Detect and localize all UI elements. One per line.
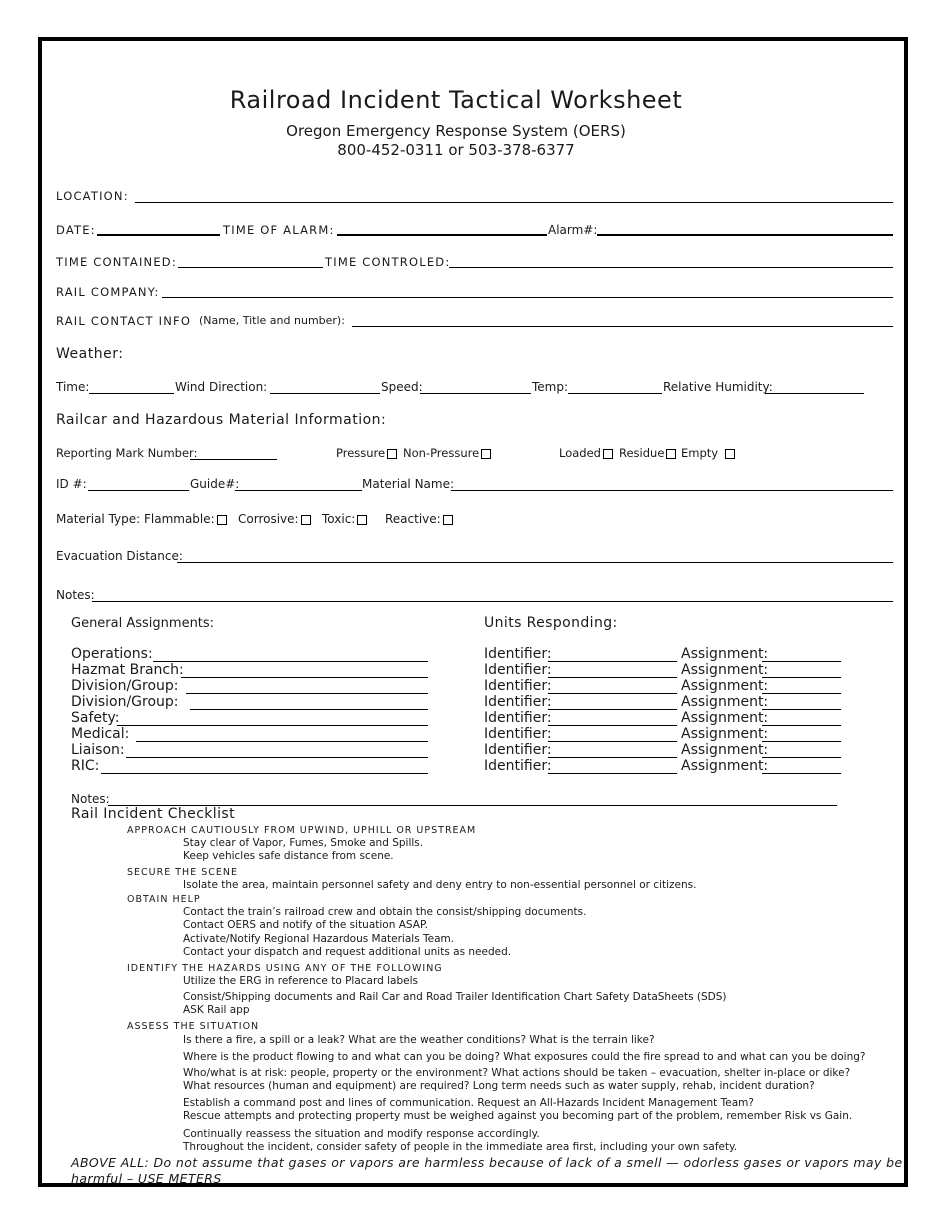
assignment-label: Division/Group: (71, 694, 179, 710)
humidity-label: Relative Humidity: (663, 380, 773, 394)
reporting-mark-field[interactable] (190, 459, 277, 460)
assignment-label: RIC: (71, 758, 100, 774)
page-title: Railroad Incident Tactical Worksheet (229, 86, 683, 114)
toxic-option[interactable] (322, 512, 367, 526)
toxic-label: Toxic: (322, 512, 356, 526)
unit-assignment-field[interactable] (762, 773, 841, 774)
alarm-number-label: Alarm#: (548, 223, 598, 237)
unit-assignment-field[interactable] (762, 677, 841, 678)
alarm-number-field[interactable] (597, 234, 893, 236)
phone-numbers: 800-452-0311 or 503-378-6377 (337, 141, 575, 159)
weather-heading: Weather: (56, 346, 124, 362)
unit-assignment-field[interactable] (762, 757, 841, 758)
evacuation-field[interactable] (177, 562, 893, 563)
identifier-field[interactable] (548, 757, 677, 758)
evacuation-label: Evacuation Distance: (56, 549, 183, 563)
temp-field[interactable] (568, 393, 662, 394)
assignment-label: Division/Group: (71, 678, 179, 694)
rail-company-label: RAIL COMPANY: (56, 285, 160, 299)
organization: Oregon Emergency Response System (OERS) (286, 122, 626, 140)
weather-time-field[interactable] (89, 393, 174, 394)
unit-assignment-field[interactable] (762, 709, 841, 710)
assignment-label: Hazmat Branch: (71, 662, 184, 678)
checklist-item: Isolate the area, maintain personnel safety and deny entry to non-essential personnel or citizens. (183, 879, 697, 891)
time-controled-field[interactable] (449, 267, 893, 268)
location-label: LOCATION: (56, 189, 129, 203)
non-pressure-option[interactable] (403, 446, 491, 460)
assignment-field[interactable] (101, 773, 428, 774)
reporting-mark-label: Reporting Mark Number: (56, 446, 198, 460)
identifier-label: Identifier: (484, 726, 552, 742)
checklist-heading: Rail Incident Checklist (71, 806, 235, 822)
unit-assignment-label: Assignment: (681, 694, 769, 710)
checklist-item: Activate/Notify Regional Hazardous Materials Team. (183, 933, 455, 945)
checklist-item: Contact the train’s railroad crew and obtain the consist/shipping documents. (183, 906, 587, 918)
checklist-item: Stay clear of Vapor, Fumes, Smoke and Spills. (183, 837, 424, 849)
checklist-section-heading: ASSESS THE SITUATION (127, 1021, 260, 1032)
flammable-checkbox[interactable] (217, 515, 227, 525)
general-assignments-heading: General Assignments: (71, 616, 215, 631)
time-of-alarm-field[interactable] (337, 234, 547, 236)
checklist-item: Where is the product flowing to and what can you be doing? What exposures could the fire spread to and what can you be doing? (183, 1051, 866, 1063)
assignment-label: Safety: (71, 710, 120, 726)
humidity-field[interactable] (765, 393, 864, 394)
loaded-label: Loaded (559, 446, 601, 460)
checklist-item: ASK Rail app (183, 1004, 250, 1016)
assignment-field[interactable] (126, 757, 428, 758)
checklist-item: Utilize the ERG in reference to Placard labels (183, 975, 418, 987)
rail-contact-note: (Name, Title and number): (199, 314, 345, 327)
material-name-label: Material Name: (362, 477, 455, 491)
checklist-item: Contact OERS and notify of the situation ASAP. (183, 919, 428, 931)
unit-assignment-label: Assignment: (681, 646, 769, 662)
unit-assignment-field[interactable] (762, 661, 841, 662)
warning-line-1: ABOVE ALL: Do not assume that gases or vapors are harmless because of lack of a smell — odorless gases or vapors may be (71, 1155, 903, 1170)
identifier-label: Identifier: (484, 694, 552, 710)
checklist-item: Throughout the incident, consider safety of people in the immediate area first, including your own safety. (183, 1141, 738, 1153)
residue-checkbox[interactable] (666, 449, 676, 459)
checklist-item: Establish a command post and lines of communication. Request an All-Hazards Incident Management Team? (183, 1097, 754, 1109)
id-field[interactable] (88, 490, 189, 491)
checklist-item: Is there a fire, a spill or a leak? What are the weather conditions? What is the terrain like? (183, 1034, 655, 1046)
page-border (38, 37, 908, 1187)
residue-label: Residue (619, 446, 665, 460)
time-contained-label: TIME CONTAINED: (56, 255, 177, 269)
identifier-field[interactable] (548, 709, 677, 710)
checklist-item: Consist/Shipping documents and Rail Car and Road Trailer Identification Chart Safety DataSheets (SDS) (183, 991, 727, 1003)
non-pressure-label: Non-Pressure (403, 446, 480, 460)
rail-contact-field[interactable] (352, 326, 893, 327)
material-name-field[interactable] (451, 490, 893, 491)
rail-contact-label: RAIL CONTACT INFO (56, 314, 192, 328)
reactive-label: Reactive: (385, 512, 441, 526)
checklist-item: Who/what is at risk: people, property or the environment? What actions should be taken – evacuation, shelter in-place or dike? (183, 1067, 851, 1079)
assignment-label: Medical: (71, 726, 130, 742)
speed-field[interactable] (420, 393, 531, 394)
corrosive-option[interactable] (238, 512, 311, 526)
id-label: ID #: (56, 477, 87, 491)
unit-assignment-field[interactable] (762, 693, 841, 694)
guide-field[interactable] (235, 490, 362, 491)
identifier-label: Identifier: (484, 758, 552, 774)
railcar-heading: Railcar and Hazardous Material Information: (56, 412, 387, 428)
material-type-option[interactable] (56, 512, 227, 526)
pressure-label: Pressure (336, 446, 386, 460)
assignment-field[interactable] (186, 693, 428, 694)
rail-company-field[interactable] (162, 297, 893, 298)
checklist-item: What resources (human and equipment) are required? Long term needs such as water supply, rehab, incident duration? (183, 1080, 815, 1092)
unit-assignment-field[interactable] (762, 741, 841, 742)
reactive-checkbox[interactable] (443, 515, 453, 525)
corrosive-checkbox[interactable] (301, 515, 311, 525)
units-responding-heading: Units Responding: (484, 615, 618, 631)
notes-label: Notes: (56, 588, 95, 602)
toxic-checkbox[interactable] (357, 515, 367, 525)
checklist-section-heading: APPROACH CAUTIOUSLY FROM UPWIND, UPHILL OR UPSTREAM (127, 825, 477, 836)
checklist-item: Contact your dispatch and request additional units as needed. (183, 946, 512, 958)
empty-checkbox[interactable] (725, 449, 735, 459)
identifier-label: Identifier: (484, 646, 552, 662)
identifier-label: Identifier: (484, 678, 552, 694)
corrosive-label: Corrosive: (238, 512, 299, 526)
assignment-field[interactable] (181, 677, 428, 678)
reactive-option[interactable] (385, 512, 453, 526)
non-pressure-checkbox[interactable] (481, 449, 491, 459)
unit-assignment-field[interactable] (762, 725, 841, 726)
warning-line-2: harmful – USE METERS (71, 1171, 222, 1186)
unit-assignment-label: Assignment: (681, 726, 769, 742)
empty-label: Empty (681, 446, 719, 460)
unit-assignment-label: Assignment: (681, 758, 769, 774)
assignment-label: Operations: (71, 646, 153, 662)
unit-assignment-label: Assignment: (681, 742, 769, 758)
assignment-field[interactable] (136, 741, 428, 742)
assignment-field[interactable] (117, 725, 428, 726)
notes-label-2: Notes: (71, 792, 110, 806)
identifier-field[interactable] (548, 693, 677, 694)
time-of-alarm-label: TIME OF ALARM: (223, 223, 335, 237)
identifier-field[interactable] (548, 661, 677, 662)
checklist-section-heading: SECURE THE SCENE (127, 867, 238, 878)
identifier-field[interactable] (548, 677, 677, 678)
unit-assignment-label: Assignment: (681, 662, 769, 678)
unit-assignment-label: Assignment: (681, 678, 769, 694)
speed-label: Speed: (381, 380, 423, 394)
date-field[interactable] (97, 234, 220, 236)
loaded-checkbox[interactable] (603, 449, 613, 459)
checklist-item: Keep vehicles safe distance from scene. (183, 850, 394, 862)
identifier-field[interactable] (548, 773, 677, 774)
checklist-section-heading: OBTAIN HELP (127, 894, 201, 905)
identifier-field[interactable] (548, 741, 677, 742)
wind-direction-label: Wind Direction: (175, 380, 268, 394)
assignment-field[interactable] (153, 661, 428, 662)
date-label: DATE: (56, 223, 96, 237)
loaded-option[interactable] (559, 446, 613, 460)
empty-option[interactable] (681, 446, 735, 460)
identifier-label: Identifier: (484, 710, 552, 726)
residue-option[interactable] (619, 446, 676, 460)
identifier-label: Identifier: (484, 742, 552, 758)
assignment-field[interactable] (190, 709, 428, 710)
assignment-label: Liaison: (71, 742, 125, 758)
identifier-label: Identifier: (484, 662, 552, 678)
weather-time-label: Time: (56, 380, 90, 394)
checklist-section-heading: IDENTIFY THE HAZARDS USING ANY OF THE FOLLOWING (127, 963, 443, 974)
material-type-label: Material Type: Flammable: (56, 512, 215, 526)
location-field[interactable] (135, 202, 893, 203)
time-controled-label: TIME CONTROLED: (325, 255, 451, 269)
identifier-field[interactable] (548, 725, 677, 726)
unit-assignment-label: Assignment: (681, 710, 769, 726)
time-contained-field[interactable] (178, 267, 323, 268)
checklist-item: Rescue attempts and protecting property must be weighed against you becoming part of the problem, remember Risk vs Gain. (183, 1110, 853, 1122)
temp-label: Temp: (532, 380, 569, 394)
notes-field[interactable] (92, 601, 893, 602)
pressure-checkbox[interactable] (387, 449, 397, 459)
guide-label: Guide#: (190, 477, 240, 491)
pressure-option[interactable] (336, 446, 397, 460)
wind-direction-field[interactable] (270, 393, 380, 394)
checklist-item: Continually reassess the situation and modify response accordingly. (183, 1128, 540, 1140)
